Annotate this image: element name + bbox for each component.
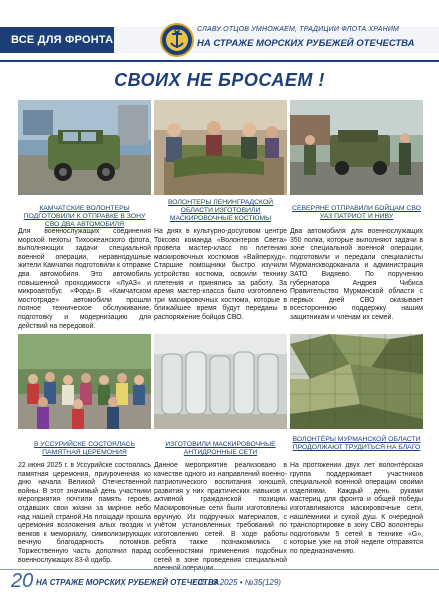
footer-title: НА СТРАЖЕ МОРСКИХ РУБЕЖЕЙ ОТЕЧЕСТВА [36,578,220,587]
article-2-caption: ВОЛОНТЕРЫ ЛЕНИНГРАДСКОЙ ОБЛАСТИ ИЗГОТОВИЛИ МАСКИРОВОЧНЫЕ КОСТЮМЫ [167,199,274,222]
article-4-caption: В УССУРИЙСКЕ СОСТОЯЛАСЬ ПАМЯТНАЯ ЦЕРЕМОНИЯ [33,441,136,456]
footer-divider [0,569,439,570]
article-6-body: На протяжении двух лет волонтёрская группа поддерживает участников специальной военной операции своими изделиями. Каждый день руками мастериц для фронта и общей победы изготавливаются маскировочные сети, нашлемники и сухой душ. К очередной транспортировке в зону СВО волонтеры подготовили 5 сетей в технике «G», которые уже на этой неделе отправятся по предназначению. [290,462,423,555]
article-3-caption: СЕВЕРЯНЕ ОТПРАВИЛИ БОЙЦАМ СВО УАЗ ПАТРИОТ И НИВУ [292,205,421,220]
photo-murmansk-vehicles [290,100,423,195]
page-number: 20 [11,570,34,592]
photo-camouflage-net [290,334,423,429]
article-6-caption: ВОЛОНТЁРЫ МУРМАНСКОЙ ОБЛАСТИ ПРОДОЛЖАЮТ ТРУДИТЬСЯ НА БЛАГО [292,436,421,451]
photo-antidrone-nets [154,334,287,429]
header-divider [0,60,439,62]
article-5-caption: ИЗГОТОВИЛИ МАСКИРОВОЧНЫЕ АНТИДРОННЫЕ СЕТИ [165,441,276,456]
photo-ussuriysk-ceremony [18,334,151,429]
footer-issue: / 05.09.2025 • №35(129) [193,578,281,587]
photo-leningrad-volunteers [154,100,287,195]
article-2-body: На днях в культурно-досуговом центре Токсово команда «Волонтеров Света» провела мастер-класс по плетению маскировочных костюмов «Вайперхуд». Старшие помощники быстро изучили устройство костюма, освоили технику плетения и принялись за работу. За время мастер-класса было изготовлено три маскировочных костюма, которые в ближайшее время будут переданы в распоряжение бойцов СВО. [154,228,287,321]
article-4-body: 22 июня 2025 г. в Уссурийске состоялась памятная церемония, приуроченная ко дню начала Великой Отечественной войны. В этот значимый день участники мероприятия почтили память героев, отдавших свои жизни за мирное небо над нашей страной.На площади прошла церемония возложения алых гвоздик и венков к мемориалу, символизирующих вечную благодарность потомков. Торжественную часть дополнил парад военнослужащих 83-й одибр. [18,462,151,564]
page-headline: СВОИХ НЕ БРОСАЕМ ! [114,70,325,90]
section-label: ВСЕ ДЛЯ ФРОНТА [0,27,114,53]
article-5-body: Данное мероприятие реализовано в качестве одного из направлений военно-патриотического воспитания юношей, развития у них практических навыков и активной гражданской позиции. Маскировочные сети были изготовлены вручную. Из подручных материалов, с учётом установленных требований по изготовлению сетей. В ходе работы ребята также познакомились с особенностями применения подобных сетей в зоне проведения специальной [154,462,287,564]
article-1-body: Для военнослужащих соединения морской пехоты Тихоокеанского флота, выполняющих задачи специальной военной операции, неравнодушные жители Камчатки подготовили к отправке два автомобиля. Это автомобиль повышенной проходимости «ЛуАЗ» и микроавтобус «Форд».В «Камчатском мостотряде» автомобили прошли полное техническое обслуживание, подготовку и модернизацию для действий на передовой. [18,228,151,330]
header-title: НА СТРАЖЕ МОРСКИХ РУБЕЖЕЙ ОТЕЧЕСТВА [197,38,415,49]
article-3-body: Два автомобиля для военнослужащих 350 полка, которые выполняют задачи в зоне специальной военной операции, подготовили и передали специалисты Мурманскводоканала и администрация ЗАТО Видяево. По поручению губернатора Андрея Чибиса Правительство Мурманской области с первых дней СВО оказывает всестороннюю поддержку нашим защитникам и членам их семей. [290,228,423,321]
naval-emblem-icon [159,22,195,58]
header-tagline: СЛАВУ ОТЦОВ УМНОЖАЕМ, ТРАДИЦИИ ФЛОТА ХРАНИМ [197,26,400,33]
page-header [0,0,439,64]
photo-kamchatka-vehicle [18,100,151,195]
article-1-caption: КАМЧАТСКИЕ ВОЛОНТЕРЫ ПОДГОТОВИЛИ К ОТПРАВКЕ В ЗОНУ СВО ДВА АВТОМОБИЛЯ [23,205,146,228]
